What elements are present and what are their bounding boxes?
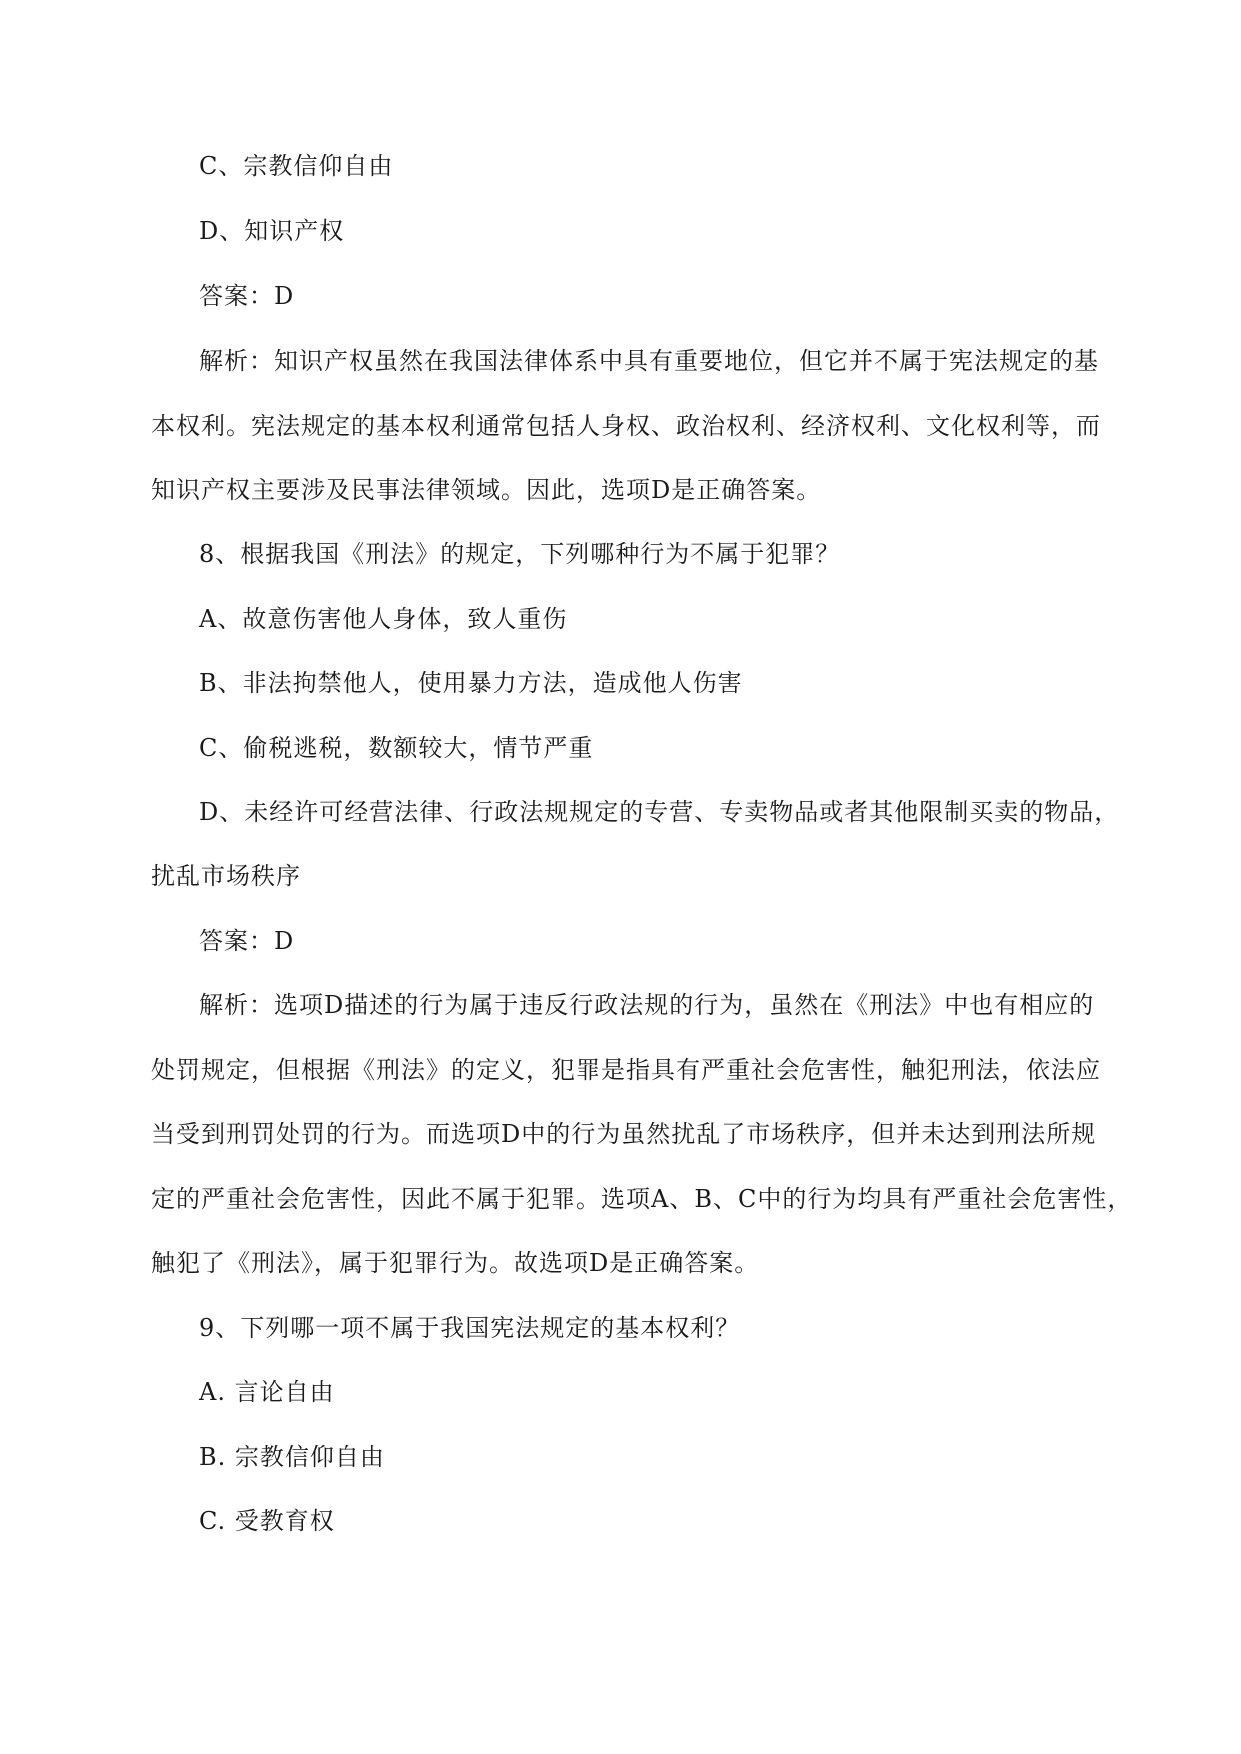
question-8-option-d-line-2: 扰乱市场秩序	[151, 862, 301, 890]
answer-7: 答案：D	[199, 282, 295, 310]
question-8-option-a: A、故意伤害他人身体，致人重伤	[199, 605, 568, 633]
analysis-7-line-3: 知识产权主要涉及民事法律领域。因此，选项D是正确答案。	[151, 476, 822, 504]
analysis-8-line-3: 当受到刑罚处罚的行为。而选项D中的行为虽然扰乱了市场秩序，但并未达到刑法所规	[151, 1120, 1097, 1148]
analysis-8-line-2: 处罚规定，但根据《刑法》的定义，犯罪是指具有严重社会危害性，触犯刑法，依法应	[151, 1056, 1101, 1084]
question-8-option-c: C、偷税逃税，数额较大，情节严重	[199, 734, 594, 762]
option-c-prev: C、宗教信仰自由	[199, 152, 394, 180]
question-8: 8、根据我国《刑法》的规定，下列哪种行为不属于犯罪？	[199, 540, 841, 568]
question-8-option-b: B、非法拘禁他人，使用暴力方法，造成他人伤害	[199, 669, 743, 697]
answer-8: 答案：D	[199, 927, 295, 955]
question-8-option-d-line-1: D、未经许可经营法律、行政法规规定的专营、专卖物品或者其他限制买卖的物品，	[199, 798, 1120, 826]
question-9-option-b: B. 宗教信仰自由	[199, 1443, 385, 1471]
analysis-7-line-1: 解析：知识产权虽然在我国法律体系中具有重要地位，但它并不属于宪法规定的基	[199, 347, 1099, 375]
analysis-8-line-1: 解析：选项D描述的行为属于违反行政法规的行为，虽然在《刑法》中也有相应的	[199, 991, 1095, 1019]
question-9-option-a: A. 言论自由	[199, 1378, 335, 1406]
analysis-8-line-5: 触犯了《刑法》，属于犯罪行为。故选项D是正确答案。	[151, 1249, 760, 1277]
question-9: 9、下列哪一项不属于我国宪法规定的基本权利？	[199, 1314, 741, 1342]
question-9-option-c: C. 受教育权	[199, 1507, 335, 1535]
option-d-prev: D、知识产权	[199, 217, 345, 245]
analysis-8-line-4: 定的严重社会危害性，因此不属于犯罪。选项A、B、C中的行为均具有严重社会危害性，	[151, 1185, 1133, 1213]
analysis-7-line-2: 本权利。宪法规定的基本权利通常包括人身权、政治权利、经济权利、文化权利等，而	[151, 412, 1101, 440]
